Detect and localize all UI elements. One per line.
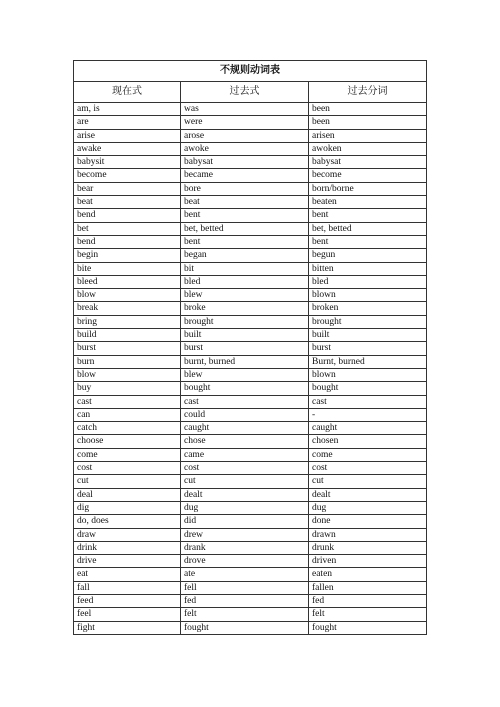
- cell-past-participle: dealt: [309, 488, 427, 501]
- cell-present: begin: [74, 249, 181, 262]
- table-row: [74, 235, 427, 248]
- cell-present: buy: [74, 382, 181, 395]
- cell-present: blow: [74, 289, 181, 302]
- cell-present: cut: [74, 475, 181, 488]
- table-title: 不规则动词表: [74, 61, 427, 82]
- table-row: [74, 594, 427, 607]
- table-row: [74, 103, 427, 116]
- table-row: [74, 355, 427, 368]
- cell-present: break: [74, 302, 181, 315]
- cell-past: were: [181, 116, 309, 129]
- table-row: [74, 315, 427, 328]
- cell-present: bear: [74, 182, 181, 195]
- cell-past-participle: caught: [309, 422, 427, 435]
- table-row: [74, 249, 427, 262]
- cell-present: cost: [74, 462, 181, 475]
- table-row: [74, 196, 427, 209]
- cell-past: ate: [181, 568, 309, 581]
- cell-past-participle: drawn: [309, 528, 427, 541]
- cell-past: bit: [181, 262, 309, 275]
- cell-past-participle: dug: [309, 501, 427, 514]
- cell-present: eat: [74, 568, 181, 581]
- cell-past: burst: [181, 342, 309, 355]
- cell-past: drank: [181, 541, 309, 554]
- document-page: [73, 60, 426, 635]
- cell-past-participle: cost: [309, 462, 427, 475]
- cell-past: dealt: [181, 488, 309, 501]
- header-present: 现在式: [74, 82, 181, 103]
- table-row: [74, 129, 427, 142]
- cell-past-participle: born/borne: [309, 182, 427, 195]
- cell-past: blew: [181, 368, 309, 381]
- cell-present: burst: [74, 342, 181, 355]
- cell-present: fight: [74, 621, 181, 634]
- cell-past: babysat: [181, 156, 309, 169]
- cell-present: deal: [74, 488, 181, 501]
- table-row: [74, 475, 427, 488]
- cell-past-participle: come: [309, 448, 427, 461]
- cell-past-participle: been: [309, 103, 427, 116]
- cell-past-participle: burst: [309, 342, 427, 355]
- table-row: [74, 541, 427, 554]
- cell-past-participle: bent: [309, 209, 427, 222]
- cell-present: drive: [74, 555, 181, 568]
- cell-present: bleed: [74, 275, 181, 288]
- cell-present: bend: [74, 235, 181, 248]
- table-row: [74, 275, 427, 288]
- table-row: [74, 182, 427, 195]
- cell-present: bend: [74, 209, 181, 222]
- table-row: [74, 395, 427, 408]
- cell-past: fought: [181, 621, 309, 634]
- cell-past: bet, betted: [181, 222, 309, 235]
- cell-past-participle: arisen: [309, 129, 427, 142]
- cell-past: drew: [181, 528, 309, 541]
- cell-past-participle: blown: [309, 368, 427, 381]
- cell-past: broke: [181, 302, 309, 315]
- cell-past-participle: bitten: [309, 262, 427, 275]
- cell-past-participle: blown: [309, 289, 427, 302]
- cell-past-participle: -: [309, 408, 427, 421]
- cell-past-participle: cast: [309, 395, 427, 408]
- cell-past-participle: become: [309, 169, 427, 182]
- table-row: [74, 488, 427, 501]
- cell-present: babysit: [74, 156, 181, 169]
- cell-past-participle: fought: [309, 621, 427, 634]
- table-row: [74, 568, 427, 581]
- cell-past: cast: [181, 395, 309, 408]
- cell-present: draw: [74, 528, 181, 541]
- cell-present: feel: [74, 608, 181, 621]
- cell-present: bring: [74, 315, 181, 328]
- table-row: [74, 408, 427, 421]
- cell-present: feed: [74, 594, 181, 607]
- table-row: [74, 142, 427, 155]
- table-row: [74, 382, 427, 395]
- cell-past: fed: [181, 594, 309, 607]
- cell-past-participle: driven: [309, 555, 427, 568]
- header-past-participle: 过去分词: [309, 82, 427, 103]
- cell-past: cost: [181, 462, 309, 475]
- cell-present: can: [74, 408, 181, 421]
- cell-past-participle: babysat: [309, 156, 427, 169]
- cell-present: bite: [74, 262, 181, 275]
- cell-past-participle: fallen: [309, 581, 427, 594]
- table-row: [74, 515, 427, 528]
- cell-past: came: [181, 448, 309, 461]
- cell-past-participle: done: [309, 515, 427, 528]
- table-row: [74, 222, 427, 235]
- cell-present: fall: [74, 581, 181, 594]
- cell-past: caught: [181, 422, 309, 435]
- cell-past-participle: felt: [309, 608, 427, 621]
- cell-past-participle: drunk: [309, 541, 427, 554]
- table-row: [74, 368, 427, 381]
- cell-present: do, does: [74, 515, 181, 528]
- cell-past-participle: awoken: [309, 142, 427, 155]
- cell-past: cut: [181, 475, 309, 488]
- table-row: [74, 462, 427, 475]
- cell-present: awake: [74, 142, 181, 155]
- cell-past-participle: built: [309, 329, 427, 342]
- cell-present: am, is: [74, 103, 181, 116]
- cell-present: blow: [74, 368, 181, 381]
- cell-past: bent: [181, 209, 309, 222]
- table-row: [74, 289, 427, 302]
- cell-past: built: [181, 329, 309, 342]
- cell-past: bore: [181, 182, 309, 195]
- cell-past: blew: [181, 289, 309, 302]
- table-row: [74, 302, 427, 315]
- cell-past: arose: [181, 129, 309, 142]
- cell-past: did: [181, 515, 309, 528]
- cell-past: drove: [181, 555, 309, 568]
- cell-present: dig: [74, 501, 181, 514]
- cell-present: burn: [74, 355, 181, 368]
- cell-past-participle: been: [309, 116, 427, 129]
- cell-past: fell: [181, 581, 309, 594]
- cell-past-participle: cut: [309, 475, 427, 488]
- cell-present: arise: [74, 129, 181, 142]
- table-row: [74, 528, 427, 541]
- cell-past: awoke: [181, 142, 309, 155]
- cell-present: are: [74, 116, 181, 129]
- table-title-row: [74, 61, 427, 82]
- cell-past: dug: [181, 501, 309, 514]
- table-row: [74, 435, 427, 448]
- cell-present: beat: [74, 196, 181, 209]
- cell-past: beat: [181, 196, 309, 209]
- cell-past: chose: [181, 435, 309, 448]
- cell-present: choose: [74, 435, 181, 448]
- cell-past-participle: bent: [309, 235, 427, 248]
- table-row: [74, 581, 427, 594]
- table-row: [74, 156, 427, 169]
- cell-past: brought: [181, 315, 309, 328]
- table-row: [74, 448, 427, 461]
- irregular-verb-table: [73, 60, 427, 635]
- cell-past: began: [181, 249, 309, 262]
- cell-past-participle: eaten: [309, 568, 427, 581]
- cell-past: felt: [181, 608, 309, 621]
- cell-present: become: [74, 169, 181, 182]
- cell-past: was: [181, 103, 309, 116]
- cell-past: became: [181, 169, 309, 182]
- cell-past-participle: Burnt, burned: [309, 355, 427, 368]
- cell-past-participle: bet, betted: [309, 222, 427, 235]
- table-row: [74, 501, 427, 514]
- cell-present: build: [74, 329, 181, 342]
- cell-present: catch: [74, 422, 181, 435]
- cell-past-participle: bought: [309, 382, 427, 395]
- table-row: [74, 116, 427, 129]
- cell-present: cast: [74, 395, 181, 408]
- table-row: [74, 608, 427, 621]
- table-row: [74, 262, 427, 275]
- cell-past-participle: fed: [309, 594, 427, 607]
- table-row: [74, 329, 427, 342]
- table-row: [74, 621, 427, 634]
- table-row: [74, 209, 427, 222]
- cell-present: drink: [74, 541, 181, 554]
- table-row: [74, 555, 427, 568]
- cell-past-participle: beaten: [309, 196, 427, 209]
- cell-past-participle: broken: [309, 302, 427, 315]
- table-row: [74, 342, 427, 355]
- table-row: [74, 422, 427, 435]
- cell-past: bent: [181, 235, 309, 248]
- table-body: [74, 103, 427, 635]
- cell-past-participle: bled: [309, 275, 427, 288]
- cell-present: come: [74, 448, 181, 461]
- cell-past-participle: brought: [309, 315, 427, 328]
- cell-past: could: [181, 408, 309, 421]
- table-header-row: [74, 82, 427, 103]
- cell-past-participle: chosen: [309, 435, 427, 448]
- table-row: [74, 169, 427, 182]
- header-past: 过去式: [181, 82, 309, 103]
- cell-past: burnt, burned: [181, 355, 309, 368]
- cell-present: bet: [74, 222, 181, 235]
- cell-past-participle: begun: [309, 249, 427, 262]
- cell-past: bought: [181, 382, 309, 395]
- cell-past: bled: [181, 275, 309, 288]
